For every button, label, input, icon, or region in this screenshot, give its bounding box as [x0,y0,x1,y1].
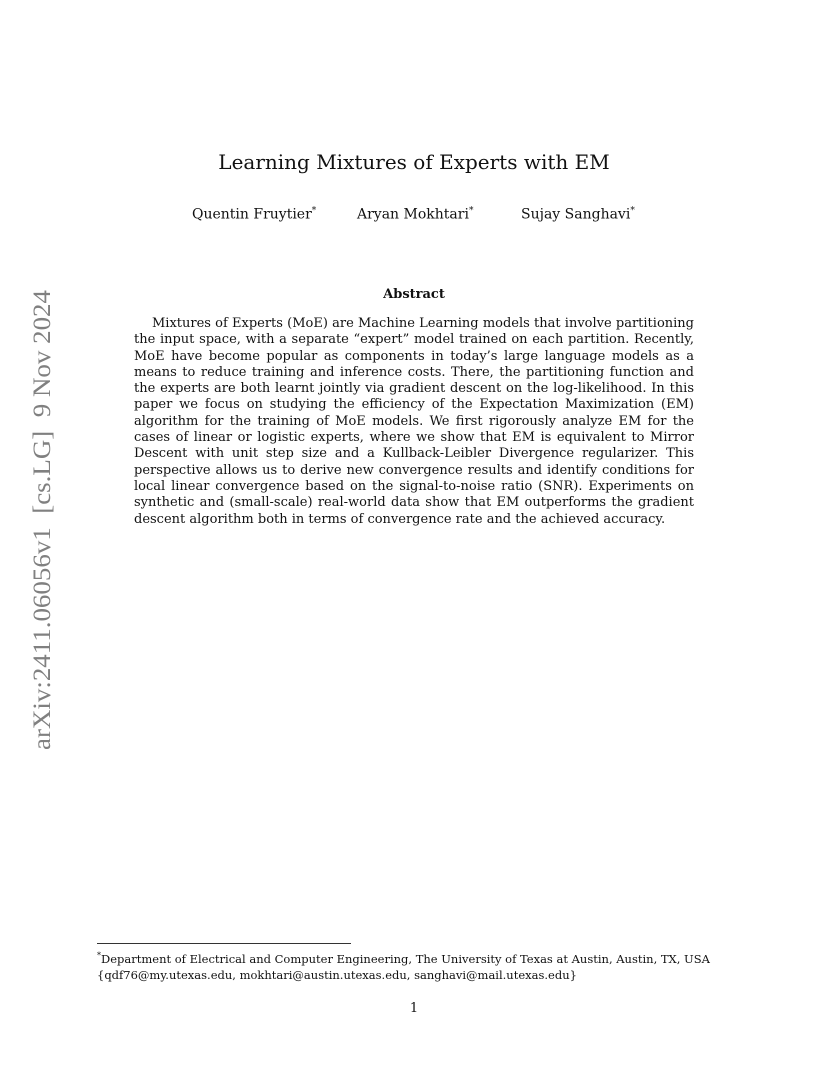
footnote-rule [97,943,351,944]
author-name: Sujay Sanghavi [521,206,631,223]
abstract-text [134,316,694,528]
page-number: 1 [409,1001,419,1016]
paper-title: Learning Mixtures of Experts with EM [218,150,610,174]
abstract-paragraph: Mixtures of Experts (MoE) are Machine Learning models that involve partitioning the input space, with a separate “expert” model trained on each partition. Recently, MoE have become popular as components in today’s large language models as a means to reduce training and inference costs. There, the partitioning function and the experts are both learnt jointly via gradient descent on the log-likelihood. In this paper we focus on studying the efficiency of the Expectation Maximization (EM) algorithm for the training of MoE models. We first rigorously analyze EM for the cases of linear or logistic experts, where we show that EM is equivalent to Mirror Descent with unit step size and a Kullback-Leibler Divergence regularizer. This perspective allows us to derive new convergence results and identify conditions for local linear convergence based on the signal-to-noise ratio (SNR). Experiments on synthetic and (small-scale) real-world data show that EM outperforms the gradient descent algorithm both in terms of convergence rate and the achieved accuracy. [134,316,694,527]
footnote-affiliation: Department of Electrical and Computer Engineering, The University of Texas at Austin, Austin, TX, USA [101,951,710,966]
author-3 [521,206,635,223]
author-1 [192,206,316,223]
author-mark: * [468,206,474,216]
author-2 [357,206,473,223]
footnote-emails: {qdf76@my.utexas.edu, mokhtari@austin.utexas.edu, sanghavi@mail.utexas.edu} [97,967,577,982]
arxiv-stamp [4,288,68,750]
author-name: Quentin Fruytier [192,206,312,223]
author-list [192,206,652,226]
footnote-mark: * [97,951,101,960]
footnote-affiliation-line [97,948,731,967]
author-mark: * [311,206,317,216]
abstract-heading: Abstract [383,287,445,302]
footnote [97,948,731,983]
arxiv-stamp-text: arXiv:2411.06056v1 [cs.LG] 9 Nov 2024 [27,314,56,750]
author-mark: * [630,206,635,216]
author-name: Aryan Mokhtari [357,206,469,223]
